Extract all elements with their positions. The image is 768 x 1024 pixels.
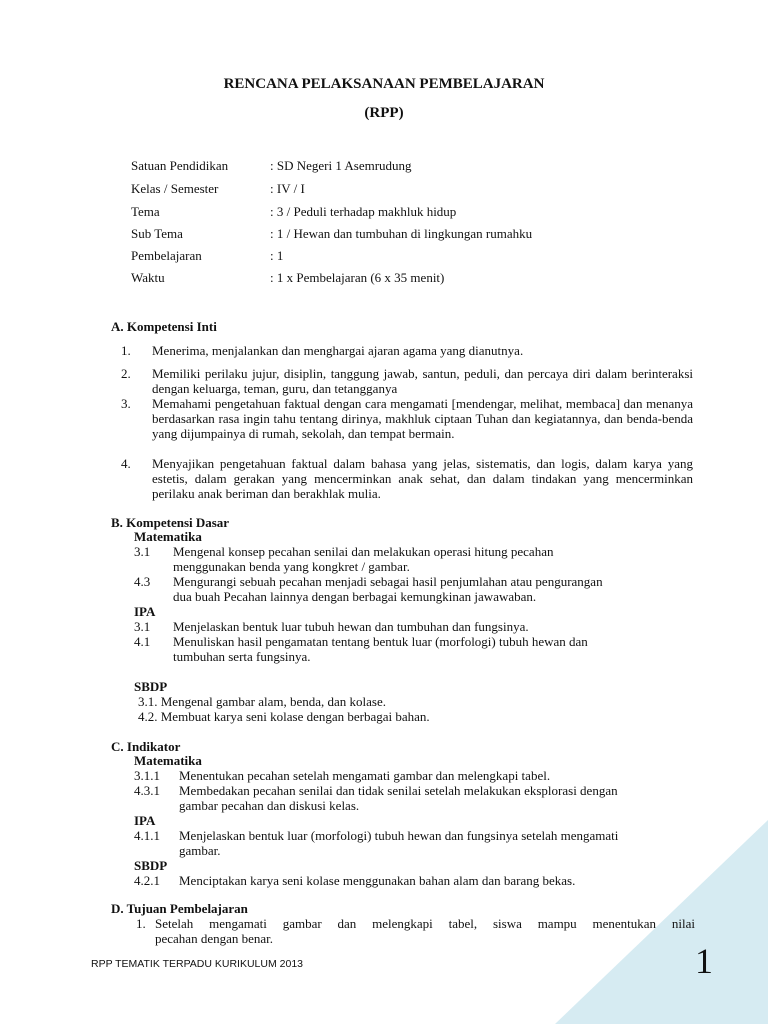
document-title: RENCANA PELAKSANAAN PEMBELAJARAN — [223, 76, 545, 92]
subject-label: IPA — [134, 604, 156, 619]
identity-value: : 3 / Peduli terhadap makhluk hidup — [270, 204, 457, 219]
list-item: Membedakan pecahan senilai dan tidak senilai setelah melakukan eksplorasi dengan — [179, 783, 618, 798]
list-number: 4. — [121, 456, 131, 471]
list-item: Menuliskan hasil pengamatan tentang bentuk luar (morfologi) tubuh hewan dan — [173, 634, 588, 649]
subject-label: SBDP — [134, 858, 168, 873]
footer-text: RPP TEMATIK TERPADU KURIKULUM 2013 — [91, 958, 304, 970]
identity-value: : 1 / Hewan dan tumbuhan di lingkungan rumahku — [270, 226, 533, 241]
identity-label: Waktu — [131, 270, 165, 285]
list-item-cont: gambar. — [179, 843, 221, 858]
page-number: 1 — [695, 941, 713, 981]
identity-value: : 1 — [270, 248, 284, 263]
list-item: Setelah mengamati gambar dan melengkapi tabel, siswa mampu menentukan nilai — [155, 916, 695, 931]
identity-value: : SD Negeri 1 Asemrudung — [270, 158, 412, 173]
list-item: Menentukan pecahan setelah mengamati gambar dan melengkapi tabel. — [179, 768, 551, 783]
list-number: 1. — [136, 916, 146, 931]
list-number: 3.1.1 — [134, 768, 160, 783]
list-item: 3.1. Mengenal gambar alam, benda, dan kolase. — [138, 694, 386, 709]
list-item: Menjelaskan bentuk luar tubuh hewan dan tumbuhan dan fungsinya. — [173, 619, 529, 634]
list-item: Memiliki perilaku jujur, disiplin, tanggung jawab, santun, peduli, dan percaya diri dalam berinteraksi dengan keluarga, teman, guru, dan tetangganya — [152, 366, 693, 396]
list-number: 3. — [121, 396, 131, 411]
document-subtitle: (RPP) — [364, 105, 404, 121]
list-item: Menjelaskan bentuk luar (morfologi) tubuh hewan dan fungsinya setelah mengamati — [179, 828, 619, 843]
list-number: 2. — [121, 366, 131, 381]
list-number: 4.1.1 — [134, 828, 160, 843]
identity-value: : IV / I — [270, 181, 305, 196]
subject-label: Matematika — [134, 753, 202, 768]
identity-label: Kelas / Semester — [131, 181, 219, 196]
list-item-cont: tumbuhan serta fungsinya. — [173, 649, 311, 664]
list-number: 3.1 — [134, 619, 151, 634]
identity-label: Tema — [131, 204, 160, 219]
section-b-heading: B. Kompetensi Dasar — [111, 515, 230, 530]
subject-label: SBDP — [134, 679, 168, 694]
identity-label: Sub Tema — [131, 226, 183, 241]
list-item: Mengurangi sebuah pecahan menjadi sebagai hasil penjumlahan atau pengurangan — [173, 574, 603, 589]
list-number: 3.1 — [134, 544, 151, 559]
list-item: 4.2. Membuat karya seni kolase dengan berbagai bahan. — [138, 709, 430, 724]
list-number: 4.1 — [134, 634, 151, 649]
identity-label: Satuan Pendidikan — [131, 158, 229, 173]
section-d-heading: D. Tujuan Pembelajaran — [111, 901, 248, 916]
list-item-cont: menggunakan benda yang kongkret / gambar. — [173, 559, 410, 574]
list-item-cont: pecahan dengan benar. — [155, 931, 274, 946]
list-number: 1. — [121, 343, 131, 358]
section-a-heading: A. Kompetensi Inti — [111, 319, 217, 334]
list-item: Mengenal konsep pecahan senilai dan melakukan operasi hitung pecahan — [173, 544, 554, 559]
list-number: 4.2.1 — [134, 873, 160, 888]
identity-value: : 1 x Pembelajaran (6 x 35 menit) — [270, 270, 445, 285]
list-number: 4.3 — [134, 574, 151, 589]
subject-label: Matematika — [134, 529, 202, 544]
section-c-heading: C. Indikator — [111, 739, 181, 754]
list-item: Memahami pengetahuan faktual dengan cara mengamati [mendengar, melihat, membaca] dan menanya berdasarkan rasa ingin tahu tentang dirinya, makhluk ciptaan Tuhan dan kegiatannya, dan benda-benda yang dijumpainya di rumah, sekolah, dan tempat bermain. — [152, 396, 693, 441]
subject-label: IPA — [134, 813, 156, 828]
list-number: 4.3.1 — [134, 783, 160, 798]
identity-label: Pembelajaran — [131, 248, 202, 263]
list-item-cont: gambar pecahan dan diskusi kelas. — [179, 798, 360, 813]
list-item: Menerima, menjalankan dan menghargai ajaran agama yang dianutnya. — [152, 343, 524, 358]
list-item-cont: dua buah Pecahan lainnya dengan berbagai kemungkinan jawawaban. — [173, 589, 537, 604]
list-item: Menyajikan pengetahuan faktual dalam bahasa yang jelas, sistematis, dan logis, dalam karya yang estetis, dalam gerakan yang mencerminkan anak sehat, dan dalam tindakan yang mencerminkan perilaku anak beriman dan berakhlak mulia. — [152, 456, 693, 501]
list-item: Menciptakan karya seni kolase menggunakan bahan alam dan barang bekas. — [179, 873, 576, 888]
